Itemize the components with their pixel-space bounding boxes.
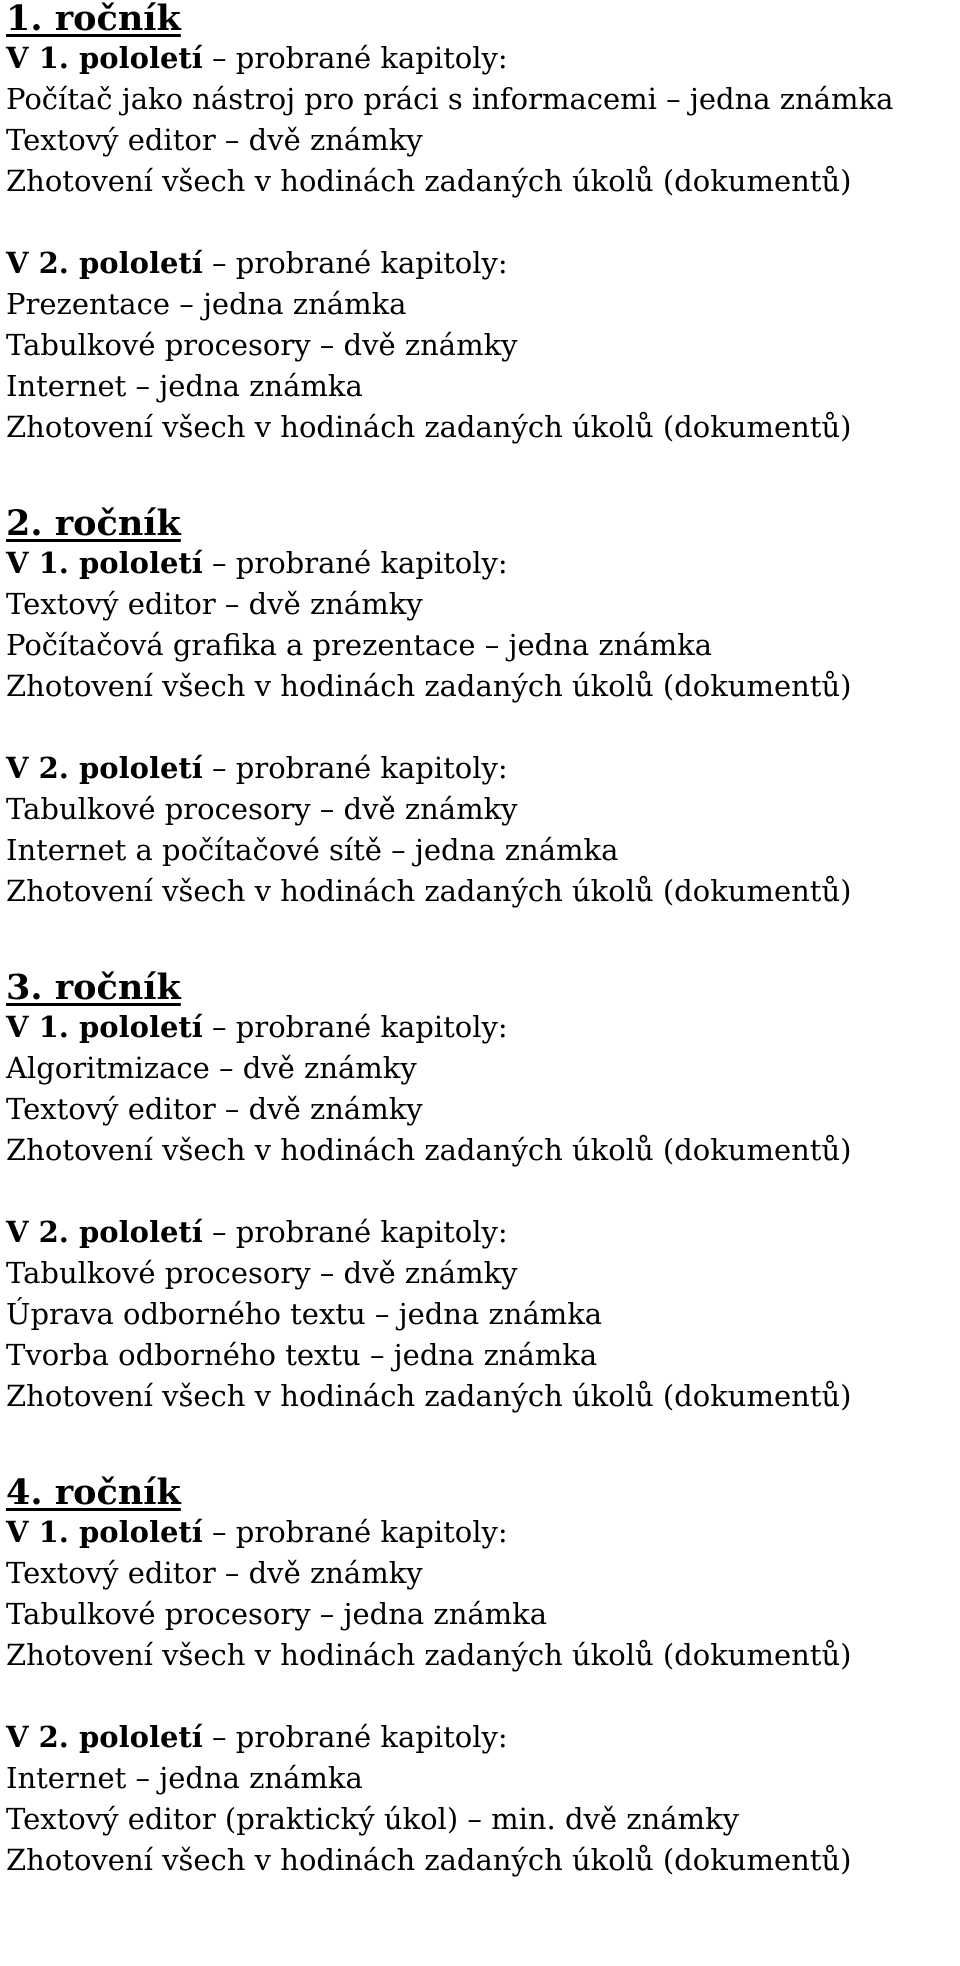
semester-label: V 1. pololetí	[6, 1010, 203, 1044]
topic-line: Zhotovení všech v hodinách zadaných úkolů (dokumentů)	[6, 164, 852, 198]
semester-spacer	[6, 1171, 960, 1212]
semester-label: V 1. pololetí	[6, 1515, 203, 1549]
topic-line: Zhotovení všech v hodinách zadaných úkolů (dokumentů)	[6, 669, 852, 703]
semester-suffix: – probrané kapitoly:	[202, 546, 508, 580]
semester-block	[6, 1512, 960, 1676]
semester-suffix: – probrané kapitoly:	[202, 1720, 508, 1754]
year-spacer	[6, 448, 960, 505]
semester-suffix: – probrané kapitoly:	[202, 751, 508, 785]
topic-line: Tvorba odborného textu – jedna známka	[6, 1338, 598, 1372]
year-spacer	[6, 1417, 960, 1474]
semester-label: V 2. pololetí	[6, 751, 203, 785]
topic-line: Internet a počítačové sítě – jedna známka	[6, 833, 619, 867]
semester-spacer	[6, 202, 960, 243]
semester-heading	[6, 1007, 960, 1048]
topic-line: Počítačová grafika a prezentace – jedna známka	[6, 628, 712, 662]
semester-suffix: – probrané kapitoly:	[202, 1215, 508, 1249]
semester-spacer	[6, 707, 960, 748]
topic-line: Algoritmizace – dvě známky	[6, 1051, 417, 1085]
year-heading: 4. ročník	[6, 1472, 181, 1513]
topic-line: Tabulkové procesory – dvě známky	[6, 1256, 518, 1290]
topic-line: Úprava odborného textu – jedna známka	[6, 1297, 603, 1331]
semester-heading	[6, 543, 960, 584]
semester-heading	[6, 1212, 960, 1253]
year-section	[6, 505, 960, 912]
year-heading: 2. ročník	[6, 503, 181, 544]
year-heading: 1. ročník	[6, 0, 181, 39]
topic-line: Počítač jako nástroj pro práci s informacemi – jedna známka	[6, 82, 894, 116]
semester-label: V 2. pololetí	[6, 1720, 203, 1754]
year-section	[6, 1474, 960, 1881]
semester-suffix: – probrané kapitoly:	[202, 246, 508, 280]
semester-label: V 2. pololetí	[6, 1215, 203, 1249]
semester-label: V 1. pololetí	[6, 546, 203, 580]
topic-line: Zhotovení všech v hodinách zadaných úkolů (dokumentů)	[6, 1638, 852, 1672]
semester-suffix: – probrané kapitoly:	[202, 1010, 508, 1044]
semester-block	[6, 1717, 960, 1881]
topic-line: Textový editor (praktický úkol) – min. dvě známky	[6, 1802, 740, 1836]
topic-line: Tabulkové procesory – jedna známka	[6, 1597, 548, 1631]
semester-suffix: – probrané kapitoly:	[202, 1515, 508, 1549]
semester-heading	[6, 1512, 960, 1553]
semester-spacer	[6, 1676, 960, 1717]
semester-block	[6, 543, 960, 707]
topic-line: Internet – jedna známka	[6, 369, 363, 403]
topic-line: Tabulkové procesory – dvě známky	[6, 328, 518, 362]
semester-heading	[6, 1717, 960, 1758]
semester-heading	[6, 243, 960, 284]
year-spacer	[6, 912, 960, 969]
topic-line: Internet – jedna známka	[6, 1761, 363, 1795]
semester-block	[6, 748, 960, 912]
topic-line: Zhotovení všech v hodinách zadaných úkolů (dokumentů)	[6, 1843, 852, 1877]
year-heading: 3. ročník	[6, 967, 181, 1008]
semester-label: V 1. pololetí	[6, 41, 203, 75]
semester-label: V 2. pololetí	[6, 246, 203, 280]
semester-block	[6, 1007, 960, 1171]
topic-line: Textový editor – dvě známky	[6, 1092, 423, 1126]
topic-line: Tabulkové procesory – dvě známky	[6, 792, 518, 826]
semester-block	[6, 38, 960, 202]
year-section	[6, 969, 960, 1417]
semester-heading	[6, 38, 960, 79]
topic-line: Textový editor – dvě známky	[6, 123, 423, 157]
topic-line: Textový editor – dvě známky	[6, 587, 423, 621]
topic-line: Zhotovení všech v hodinách zadaných úkolů (dokumentů)	[6, 410, 852, 444]
semester-block	[6, 1212, 960, 1417]
semester-block	[6, 243, 960, 448]
topic-line: Zhotovení všech v hodinách zadaných úkolů (dokumentů)	[6, 874, 852, 908]
topic-line: Zhotovení všech v hodinách zadaných úkolů (dokumentů)	[6, 1379, 852, 1413]
semester-heading	[6, 748, 960, 789]
year-section	[6, 0, 960, 448]
semester-suffix: – probrané kapitoly:	[202, 41, 508, 75]
topic-line: Zhotovení všech v hodinách zadaných úkolů (dokumentů)	[6, 1133, 852, 1167]
topic-line: Prezentace – jedna známka	[6, 287, 407, 321]
topic-line: Textový editor – dvě známky	[6, 1556, 423, 1590]
